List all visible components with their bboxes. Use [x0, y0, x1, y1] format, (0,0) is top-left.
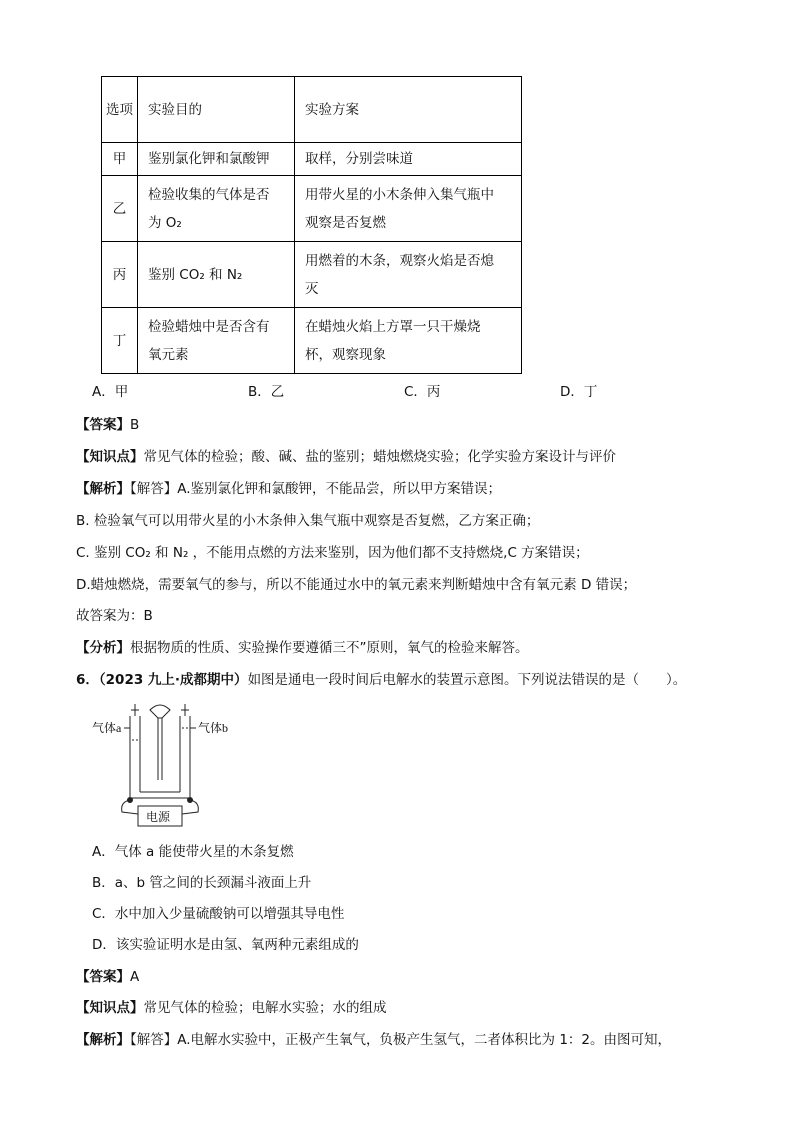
q6-choice-c: C．水中加入少量硫酸钠可以增强其导电性	[92, 906, 345, 922]
q5-analysis: 【解析】【解答】A.鉴别氯化钾和氯酸钾，不能品尝，所以甲方案错误；	[76, 481, 502, 497]
electrolysis-apparatus-figure	[90, 700, 230, 830]
row-ding-purpose: 检验蜡烛中是否含有 氧元素	[138, 308, 295, 374]
q5-answer: 【答案】B	[76, 417, 140, 433]
row-bing-purpose: 鉴别 CO₂ 和 N₂	[138, 242, 295, 308]
q5-choice-d: D．丁	[560, 384, 598, 400]
q5-knowledge: 【知识点】常见气体的检验；酸、碱、盐的鉴别；蜡烛燃烧实验；化学实验方案设计与评价	[76, 449, 616, 465]
header-plan: 实验方案	[295, 77, 522, 143]
q5-analysis-c: C. 鉴别 CO₂ 和 N₂ ，不能用点燃的方法来鉴别，因为他们都不支持燃烧,C 方案错误；	[76, 545, 589, 561]
q5-conclusion: 故答案为：B	[76, 608, 153, 624]
q5-choice-c: C．丙	[404, 384, 441, 400]
gas-a-label: 气体a	[92, 721, 122, 735]
q6-answer: 【答案】A	[76, 969, 140, 985]
row-yi-option: 乙	[102, 176, 138, 242]
options-table	[101, 76, 522, 374]
gas-b-label: 气体b	[198, 721, 229, 735]
q6-analysis: 【解析】【解答】A.电解水实验中，正极产生氧气，负极产生氢气，二者体积比为 1：2。由图可知，	[76, 1032, 672, 1048]
row-yi-purpose: 检验收集的气体是否 为 O₂	[138, 176, 295, 242]
row-yi-plan: 用带火星的小木条伸入集气瓶中 观察是否复燃	[295, 176, 522, 242]
row-jia-plan: 取样，分别尝味道	[295, 143, 522, 176]
header-purpose: 实验目的	[138, 77, 295, 143]
q6-choice-b: B．a、b 管之间的长颈漏斗液面上升	[92, 875, 312, 891]
q6-knowledge: 【知识点】常见气体的检验；电解水实验；水的组成	[76, 1000, 387, 1016]
q5-analysis-d: D.蜡烛燃烧，需要氧气的参与，所以不能通过水中的氧元素来判断蜡烛中含有氧元素 D 错误；	[76, 577, 637, 593]
row-ding-plan: 在蜡烛火焰上方罩一只干燥烧 杯，观察现象	[295, 308, 522, 374]
q5-fenxi: 【分析】根据物质的性质、实验操作要遵循三不”原则，氧气的检验来解答。	[76, 640, 529, 656]
q6-choice-d: D．该实验证明水是由氢、氧两种元素组成的	[92, 937, 359, 953]
row-jia-option: 甲	[102, 143, 138, 176]
power-label: 电源	[146, 810, 171, 824]
row-bing-plan: 用燃着的木条，观察火焰是否熄 灭	[295, 242, 522, 308]
q5-analysis-b: B. 检验氧气可以用带火星的小木条伸入集气瓶中观察是否复燃，乙方案正确；	[76, 513, 540, 529]
q5-choice-a: A．甲	[92, 384, 129, 400]
q6-choice-a: A．气体 a 能使带火星的木条复燃	[92, 844, 294, 860]
q5-choice-b: B．乙	[248, 384, 285, 400]
row-ding-option: 丁	[102, 308, 138, 374]
row-bing-option: 丙	[102, 242, 138, 308]
header-option: 选项	[102, 77, 138, 143]
row-jia-purpose: 鉴别氯化钾和氯酸钾	[138, 143, 295, 176]
q6-stem: 6．（2023 九上·成都期中）如图是通电一段时间后电解水的装置示意图。下列说法错误的是（ ）。	[76, 672, 687, 688]
